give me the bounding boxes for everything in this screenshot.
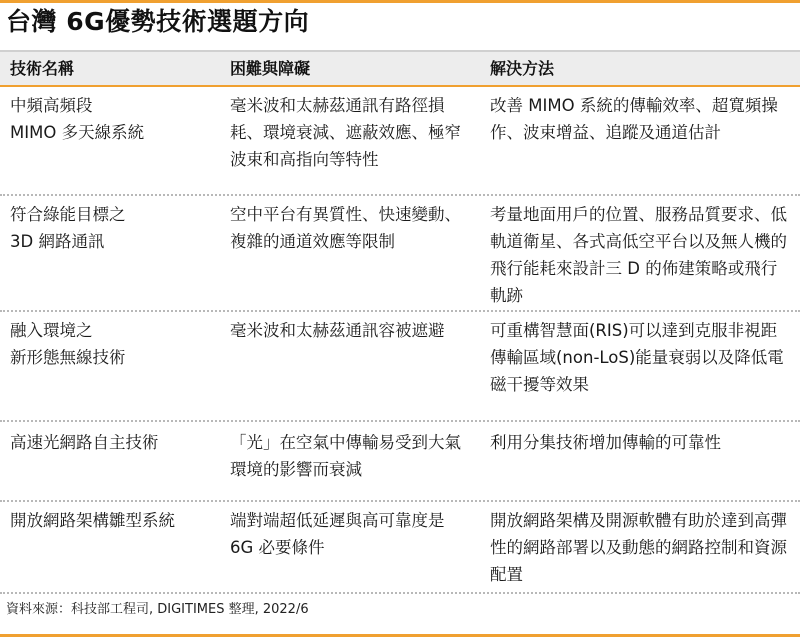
- obstacle-cell: 「光」在空氣中傳輸易受到大氣環境的影響而衰減: [230, 433, 461, 479]
- solution-cell: 利用分集技術增加傳輸的可靠性: [490, 433, 721, 452]
- obstacle-cell: 毫米波和太赫茲通訊有路徑損耗、環境衰減、遮蔽效應、極窄波束和高指向等特性: [230, 96, 461, 169]
- obstacle-cell: 毫米波和太赫茲通訊容被遮避: [230, 321, 445, 340]
- row-divider: [0, 194, 800, 196]
- tech-name-cell: 融入環境之 新形態無線技術: [10, 321, 126, 367]
- solution-cell: 開放網路架構及開源軟體有助於達到高彈性的網路部署以及動態的網路控制和資源配置: [490, 511, 787, 584]
- solution-cell: 改善 MIMO 系統的傳輸效率、超寬頻操作、波束增益、追蹤及通道估計: [490, 96, 778, 142]
- tech-name-cell: 開放網路架構雛型系統: [10, 511, 175, 530]
- top-accent-rule: [0, 0, 800, 3]
- row-divider: [0, 500, 800, 502]
- page-title: 台灣 6G優勢技術選題方向: [6, 7, 310, 36]
- column-header-obstacle: 困難與障礙: [230, 59, 311, 78]
- row-divider: [0, 420, 800, 422]
- tech-name-cell: 高速光網路自主技術: [10, 433, 159, 452]
- column-header-tech: 技術名稱: [10, 59, 75, 78]
- obstacle-cell: 空中平台有異質性、快速變動、複雜的通道效應等限制: [230, 205, 461, 251]
- column-header-solution: 解決方法: [490, 59, 555, 78]
- solution-cell: 可重構智慧面(RIS)可以達到克服非視距傳輸區域(non-LoS)能量衰弱以及降低電磁干擾等效果: [490, 321, 784, 394]
- row-divider: [0, 310, 800, 312]
- row-divider: [0, 592, 800, 594]
- source-note: 資料來源：科技部工程司, DIGITIMES 整理, 2022/6: [6, 602, 309, 617]
- table-header: [0, 50, 800, 87]
- solution-cell: 考量地面用戶的位置、服務品質要求、低軌道衛星、各式高低空平台以及無人機的飛行能耗來設計三 D 的佈建策略或飛行軌跡: [490, 205, 787, 305]
- tech-name-cell: 中頻高頻段 MIMO 多天線系統: [10, 96, 145, 142]
- obstacle-cell: 端對端超低延遲與高可靠度是 6G 必要條件: [230, 511, 445, 557]
- tech-name-cell: 符合綠能目標之 3D 網路通訊: [10, 205, 126, 251]
